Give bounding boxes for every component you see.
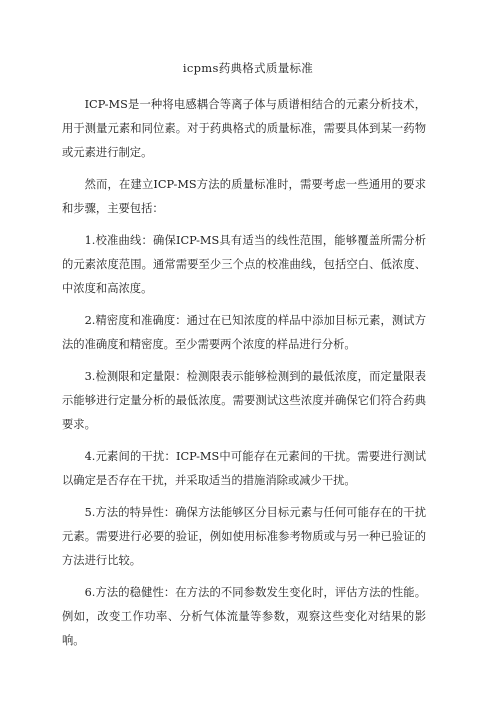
paragraph-item-2: 2.精密度和准确度：通过在已知浓度的样品中添加目标元素，测试方法的准确度和精密度。至少需要两个浓度的样品进行分析。 (62, 314, 426, 351)
paragraph-requirements: 然而，在建立ICP-MS方法的质量标准时，需要考虑一些通用的要求和步骤，主要包括： (62, 178, 426, 215)
document-body (62, 93, 426, 653)
paragraph-item-1: 1.校准曲线：确保ICP-MS具有适当的线性范围，能够覆盖所需分析的元素浓度范围。通常需要至少三个点的校准曲线，包括空白、低浓度、中浓度和高浓度。 (62, 234, 426, 295)
paragraph-item-4: 4.元素间的干扰：ICP-MS中可能存在元素间的干扰。需要进行测试以确定是否存在干扰，并采取适当的措施消除或减少干扰。 (62, 450, 426, 487)
document-title: icpms药典格式质量标准 (182, 61, 314, 75)
paragraph-item-6: 6.方法的稳健性：在方法的不同参数发生变化时，评估方法的性能。例如，改变工作功率、分析气体流量等参数，观察这些变化对结果的影响。 (62, 586, 426, 647)
paragraph-item-3: 3.检测限和定量限：检测限表示能够检测到的最低浓度，而定量限表示能够进行定量分析的最低浓度。需要测试这些浓度并确保它们符合药典要求。 (62, 370, 426, 431)
paragraph-intro: ICP-MS是一种将电感耦合等离子体与质谱相结合的元素分析技术，用于测量元素和同位素。对于药典格式的质量标准，需要具体到某一药物或元素进行制定。 (62, 98, 426, 159)
paragraph-item-5: 5.方法的特异性：确保方法能够区分目标元素与任何可能存在的干扰元素。需要进行必要的验证，例如使用标准参考物质或与另一种已验证的方法进行比较。 (62, 506, 426, 567)
